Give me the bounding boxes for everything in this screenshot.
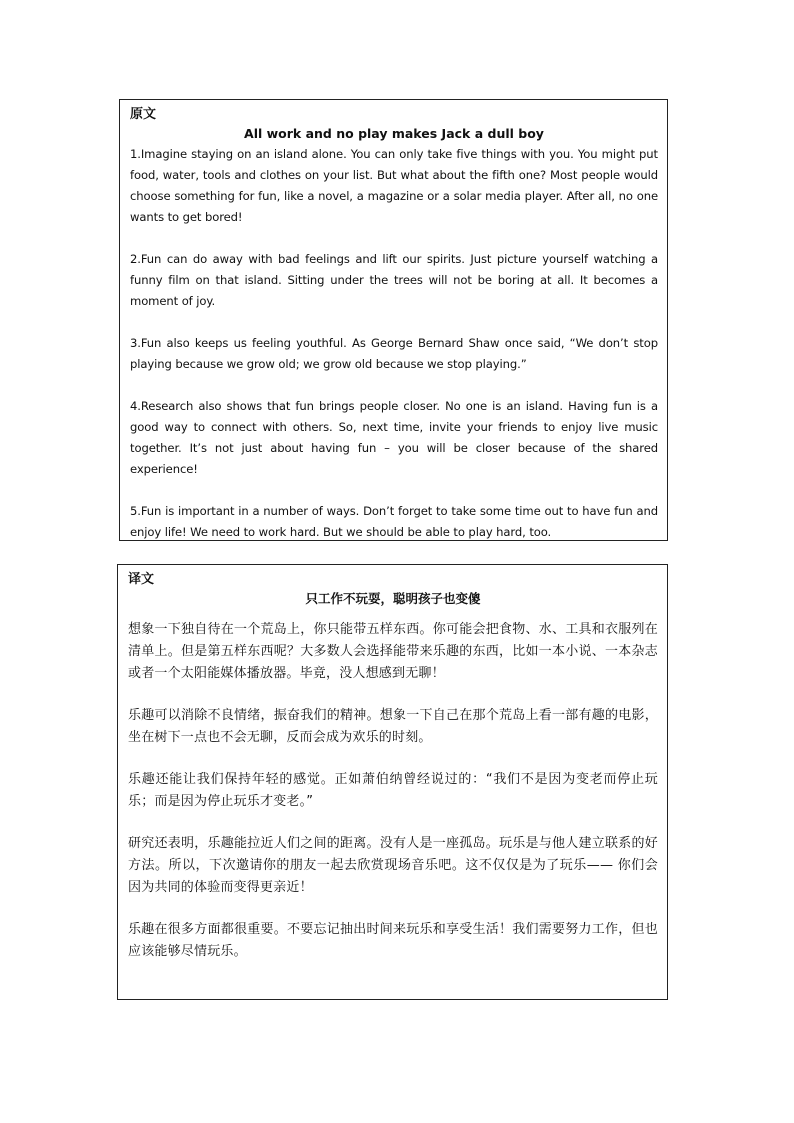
original-paragraph-5: 5.Fun is important in a number of ways. Don’t forget to take some time out to have fun and enjoy life! We need to work hard. But we should be able to play hard, too.	[130, 504, 658, 539]
original-body	[130, 144, 658, 543]
original-text-box	[119, 99, 668, 541]
translation-title: 只工作不玩耍，聪明孩子也变傻	[305, 591, 481, 606]
original-label: 原文	[130, 107, 157, 122]
original-paragraph-1: 1.Imagine staying on an island alone. You can only take five things with you. You might put food, water, tools and clothes on your list. But what about the fifth one? Most people would choose something for fun, like a novel, a magazine or a solar media player. After all, no one wants to get bored!	[130, 147, 658, 224]
original-paragraph-4: 4.Research also shows that fun brings people closer. No one is an island. Having fun is a good way to connect with others. So, next time, invite your friends to enjoy live music together. It’s not just about having fun – you will be closer because of the shared experience!	[130, 399, 658, 476]
translation-text-box	[117, 564, 668, 1000]
translation-label: 译文	[128, 572, 155, 587]
translation-paragraph-1: 想象一下独自待在一个荒岛上，你只能带五样东西。你可能会把食物、水、工具和衣服列在清单上。但是第五样东西呢？大多数人会选择能带来乐趣的东西，比如一本小说、一本杂志或者一个太阳能媒体播放器。毕竟，没人想感到无聊！	[128, 622, 658, 681]
translation-paragraph-4: 研究还表明，乐趣能拉近人们之间的距离。没有人是一座孤岛。玩乐是与他人建立联系的好方法。所以，下次邀请你的朋友一起去欣赏现场音乐吧。这不仅仅是为了玩乐—— 你们会因为共同的体验而变得更亲近！	[128, 836, 658, 895]
translation-paragraph-3: 乐趣还能让我们保持年轻的感觉。正如萧伯纳曾经说过的：“我们不是因为变老而停止玩乐；而是因为停止玩乐才变老。”	[128, 772, 658, 809]
translation-body	[128, 619, 658, 963]
translation-paragraph-5: 乐趣在很多方面都很重要。不要忘记抽出时间来玩乐和享受生活！我们需要努力工作，但也应该能够尽情玩乐。	[128, 922, 658, 959]
translation-paragraph-2: 乐趣可以消除不良情绪，振奋我们的精神。想象一下自己在那个荒岛上看一部有趣的电影，坐在树下一点也不会无聊，反而会成为欢乐的时刻。	[128, 708, 658, 745]
original-paragraph-3: 3.Fun also keeps us feeling youthful. As George Bernard Shaw once said, “We don’t stop playing because we grow old; we grow old because we stop playing.”	[130, 336, 658, 371]
original-paragraph-2: 2.Fun can do away with bad feelings and lift our spirits. Just picture yourself watching a funny film on that island. Sitting under the trees will not be boring at all. It becomes a moment of joy.	[130, 252, 658, 308]
original-title: All work and no play makes Jack a dull boy	[244, 126, 544, 141]
